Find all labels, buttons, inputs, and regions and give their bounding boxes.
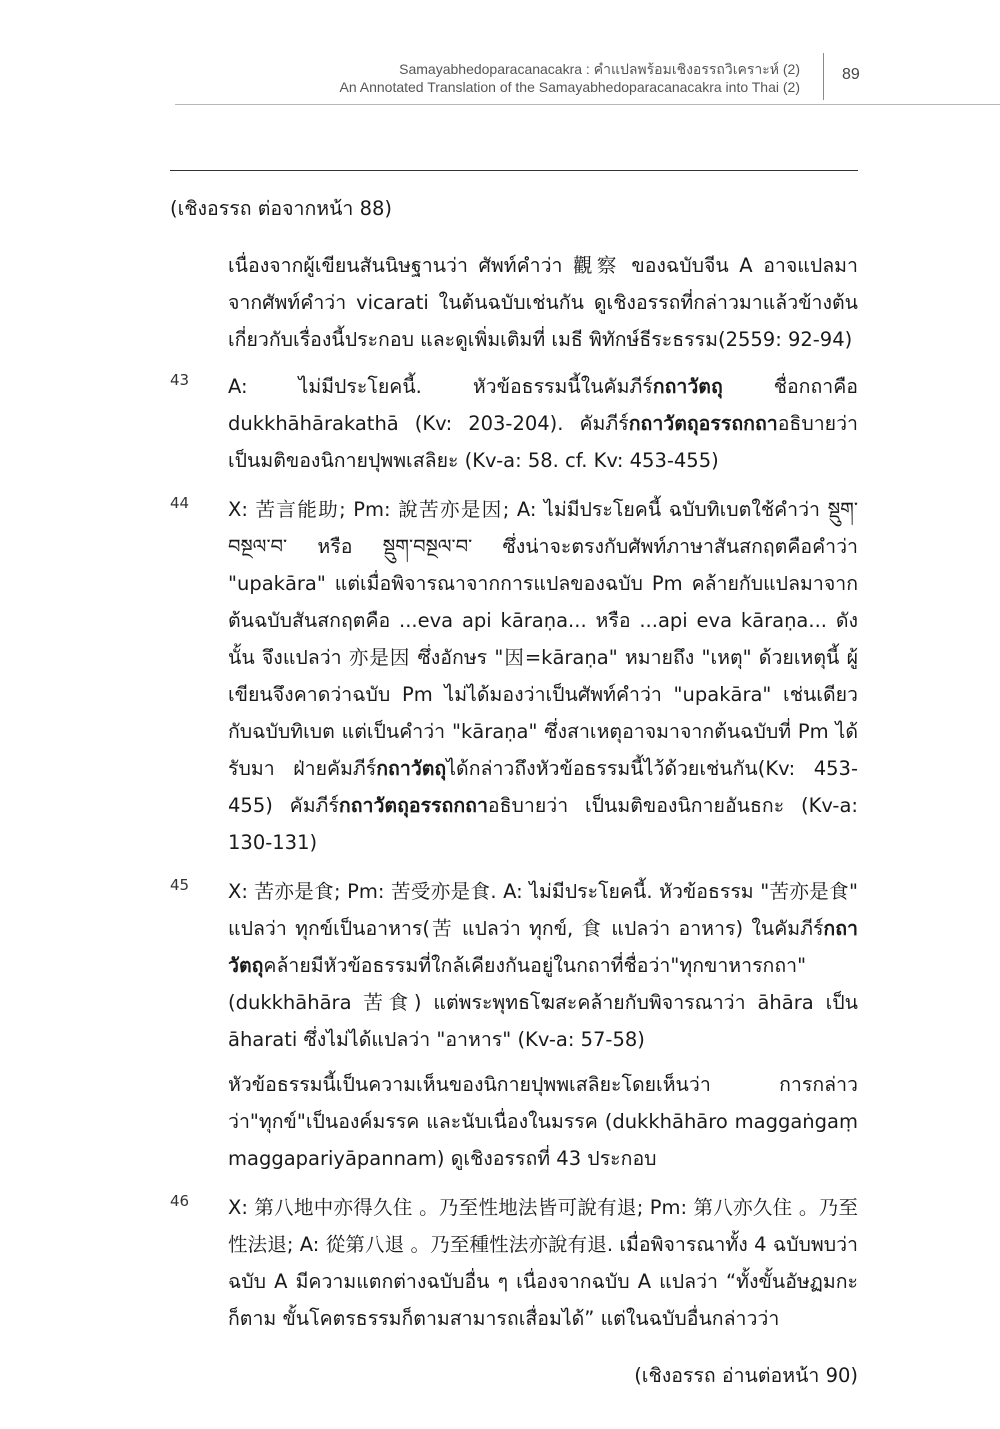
footnote-43	[170, 368, 859, 479]
header-divider	[823, 53, 824, 100]
footnote-number: 45	[170, 875, 190, 894]
footnote-text: X: 第八地中亦得久住 。乃至性地法皆可說有退; Pm: 第八亦久住 。乃至性法退; A: 從第八退 。乃至種性法亦說有退. เมื่อพิจารณาทั้ง 4 ฉบับพบว่าฉบับ A มีความแตกต่างฉบับอื่น ๆ เนื่องจากฉบับ A แปลว่า “ทั้งขั้นอัษฏมกะก็ตาม ขั้นโคตรธรรมก็ตามสามารถเสื่อมได้” แต่ในฉบับอื่นกล่าวว่า	[228, 1195, 858, 1330]
footnote-number: 43	[170, 370, 190, 389]
footnote-45	[170, 873, 858, 1177]
page-number: 89	[842, 66, 860, 83]
footnote-44	[170, 491, 858, 861]
continued-next: (เชิงอรรถ อ่านต่อหน้า 90)	[634, 1363, 858, 1387]
footnote-rule	[170, 170, 858, 171]
header-title-thai: Samayabhedoparacanacakra : คำแปลพร้อมเชิงอรรถวิเคราะห์ (2)	[399, 61, 800, 77]
footnote-text: A: ไม่มีประโยคนี้. หัวข้อธรรมนี้ในคัมภีร์กถาวัตถุ ชื่อกถาคือ dukkhāhārakathā (Kv: 203-204). คัมภีร์กถาวัตถุอรรถกถาอธิบายว่า เป็นมติของนิกายปุพพเสลิยะ (Kv-a: 58. cf. Kv: 453-455)	[228, 374, 859, 472]
footnote-text: X: 苦亦是食; Pm: 苦受亦是食. A: ไม่มีประโยคนี้. หัวข้อธรรม "苦亦是食" แปลว่า ทุกข์เป็นอาหาร(苦 แปลว่า ทุกข์, 食 แปลว่า อาหาร) ในคัมภีร์กถาวัตถุคล้ายมีหัวข้อธรรมที่ใกล้เคียงกันอยู่ในกถาที่ชื่อว่า"ทุกขาหารกถา" (dukkhāhāra 苦食) แต่พระพุทธโฆสะคล้ายกับพิจารณาว่า āhāra เป็น āharati ซึ่งไม่ได้แปลว่า "อาหาร" (Kv-a: 57-58)	[228, 879, 858, 1051]
header-titles	[340, 60, 801, 96]
footnote-number: 46	[170, 1191, 190, 1210]
footnotes-section	[170, 190, 858, 1413]
footnote-text: X: 苦言能助; Pm: 說苦亦是因; A: ไม่มีประโยคนี้ ฉบับทิเบตใช้คำว่า སྡུག་བསྔལ་བ་ หรือ སྡུག་བསྔལ་བ་ ซึ่งน่าจะตรงกับศัพท์ภาษาสันสกฤตคือคำว่า "upakāra" แต่เมื่อพิจารณาจากการแปลของฉบับ Pm คล้ายกับแปลมาจากต้นฉบับสันสกฤตคือ ...eva api kāraṇa... หรือ ...api eva kāraṇa... ดังนั้น จึงแปลว่า 亦是因 ซึ่งอักษร "因=kāraṇa" หมายถึง "เหตุ" ด้วยเหตุนี้ ผู้เขียนจึงคาดว่าฉบับ Pm ไม่ได้มองว่าเป็นศัพท์คำว่า "upakāra" เช่นเดียวกับฉบับทิเบต แต่เป็นคำว่า "kāraṇa" ซึ่งสาเหตุอาจมาจากต้นฉบับที่ Pm ได้รับมา ฝ่ายคัมภีร์กถาวัตถุได้กล่าวถึงหัวข้อธรรมนี้ไว้ด้วยเช่นกัน(Kv: 453-455) คัมภีร์กถาวัตถุอรรถกถาอธิบายว่า เป็นมติของนิกายอันธกะ (Kv-a: 130-131)	[228, 497, 858, 854]
intro-paragraph: เนื่องจากผู้เขียนสันนิษฐานว่า ศัพท์คำว่า 觀察 ของฉบับจีน A อาจแปลมาจากศัพท์คำว่า vicarati ในต้นฉบับเช่นกัน ดูเชิงอรรถที่กล่าวมาแล้วข้างต้นเกี่ยวกับเรื่องนี้ประกอบ และดูเพิ่มเติมที่ เมธี พิทักษ์ธีระธรรม(2559: 92-94)	[228, 253, 858, 351]
footnote-number: 44	[170, 493, 190, 512]
header-title-english: An Annotated Translation of the Samayabhedoparacanacakra into Thai (2)	[339, 79, 800, 95]
running-header	[170, 58, 1000, 108]
continued-from: (เชิงอรรถ ต่อจากหน้า 88)	[170, 197, 393, 220]
footnote-subparagraph: หัวข้อธรรมนี้เป็นความเห็นของนิกายปุพพเสลิยะโดยเห็นว่า การกล่าวว่า"ทุกข์"เป็นองค์มรรค และนับเนื่องในมรรค (dukkhāhāro maggaṅgaṃ maggapariyāpannam) ดูเชิงอรรถที่ 43 ประกอบ	[228, 1072, 858, 1170]
header-rule	[175, 104, 1000, 105]
footnote-46	[170, 1189, 858, 1337]
